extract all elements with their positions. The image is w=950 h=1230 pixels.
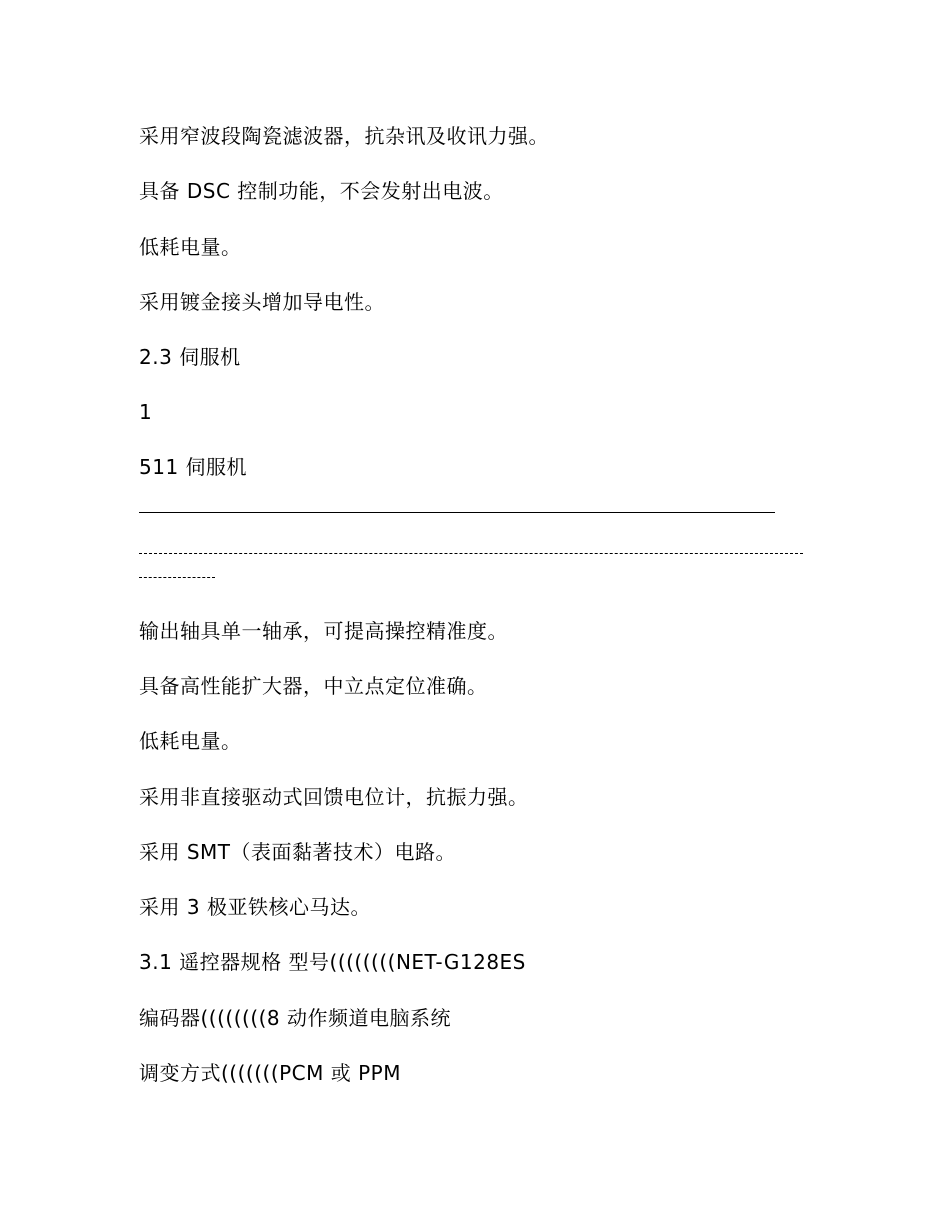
section-heading: 3.1 遥控器规格 型号((((((((NET-G128ES (139, 950, 526, 974)
solid-separator (139, 512, 775, 513)
text-line: 输出轴具单一轴承，可提高操控精准度。 (139, 619, 508, 643)
text-line: 采用非直接驱动式回馈电位计，抗振力强。 (139, 785, 529, 809)
subsection-heading: 511 伺服机 (139, 455, 248, 479)
dashed-separator-continuation (139, 577, 215, 578)
text-line: 采用 SMT（表面黏著技术）电路。 (139, 840, 457, 864)
dashed-separator (139, 553, 803, 554)
text-line: 采用窄波段陶瓷滤波器，抗杂讯及收讯力强。 (139, 124, 549, 148)
text-line: 调变方式(((((((PCM 或 PPM (139, 1061, 401, 1085)
text-line: 编码器((((((((8 动作频道电脑系统 (139, 1006, 452, 1030)
text-line: 低耗电量。 (139, 235, 242, 259)
text-line: 1 (139, 400, 153, 424)
section-heading: 2.3 伺服机 (139, 345, 241, 369)
text-line: 采用镀金接头增加导电性。 (139, 290, 385, 314)
text-line: 具备 DSC 控制功能，不会发射出电波。 (139, 179, 504, 203)
text-line: 具备高性能扩大器，中立点定位准确。 (139, 674, 488, 698)
text-line: 低耗电量。 (139, 729, 242, 753)
text-line: 采用 3 极亚铁核心马达。 (139, 895, 371, 919)
